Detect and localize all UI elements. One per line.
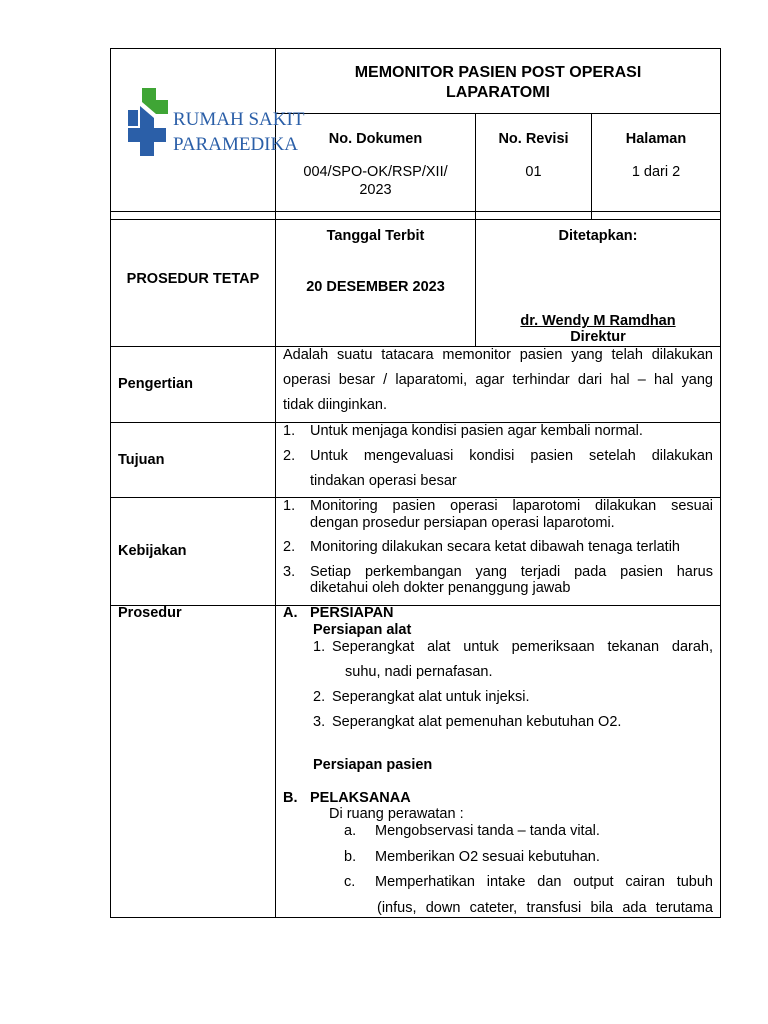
no-revisi-label: No. Revisi xyxy=(498,131,569,147)
kebijakan-label: Kebijakan xyxy=(118,543,187,559)
tujuan-item-number: 1. xyxy=(283,423,296,439)
no-dokumen-value-line1: 004/SPO-OK/RSP/XII/ xyxy=(303,164,448,180)
tujuan-item-text: Untuk menjaga kondisi pasien agar kembali normal. xyxy=(310,423,643,439)
tujuan-label: Tujuan xyxy=(118,452,165,468)
pengertian-line2: operasi besar / laparatomi, agar terhindar dari hal – hal yang xyxy=(283,372,713,388)
kebijakan-item-text: Monitoring pasien operasi laparotomi dilakukan sesuai xyxy=(310,498,713,514)
alat-item-number: 1. xyxy=(313,639,326,655)
no-dokumen-label: No. Dokumen xyxy=(328,131,423,147)
tujuan-item-text-cont: tindakan operasi besar xyxy=(310,473,457,489)
section-b-title: PELAKSANAA xyxy=(310,790,411,806)
pelaksanaan-item-letter: b. xyxy=(344,849,357,865)
tujuan-item-number: 2. xyxy=(283,448,296,464)
halaman-label: Halaman xyxy=(625,131,687,147)
halaman-value: 1 dari 2 xyxy=(631,164,681,180)
tujuan-item-text: Untuk mengevaluasi kondisi pasien setelah dilakukan xyxy=(310,448,713,464)
header-divider-2 xyxy=(110,219,721,220)
kebijakan-item-number: 1. xyxy=(283,498,296,514)
persiapan-alat-title: Persiapan alat xyxy=(313,622,412,638)
prosedur-label: Prosedur xyxy=(118,605,182,621)
header-divider-1 xyxy=(110,211,721,212)
signer-name: dr. Wendy M Ramdhan xyxy=(520,313,676,329)
section-a-letter: A. xyxy=(283,605,298,621)
pengertian-label: Pengertian xyxy=(118,376,193,392)
tanggal-terbit-label: Tanggal Terbit xyxy=(326,228,425,244)
no-revisi-value: 01 xyxy=(525,164,542,180)
pelaksanaan-item-text: Memberikan O2 sesuai kebutuhan. xyxy=(375,849,600,865)
document-title-line2: LAPARATOMI xyxy=(446,84,550,101)
alat-item-number: 3. xyxy=(313,714,326,730)
border-left xyxy=(110,48,111,918)
border-right xyxy=(720,48,721,918)
alat-item-text: Seperangkat alat untuk injeksi. xyxy=(332,689,530,705)
alat-item-text: Seperangkat alat untuk pemeriksaan tekanan darah, xyxy=(332,639,713,655)
section-a-title: PERSIAPAN xyxy=(310,605,394,621)
border-top xyxy=(110,48,721,49)
alat-item-text-cont: suhu, nadi pernafasan. xyxy=(345,664,493,680)
row-divider-prosedur xyxy=(110,605,721,606)
section-b-letter: B. xyxy=(283,790,298,806)
kebijakan-item-text-cont: diketahui oleh dokter penanggung jawab xyxy=(310,580,571,596)
kebijakan-item-number: 3. xyxy=(283,564,296,580)
kebijakan-item-text: Monitoring dilakukan secara ketat dibawah tenaga terlatih xyxy=(310,539,680,555)
tanggal-terbit-value: 20 DESEMBER 2023 xyxy=(306,279,445,295)
hospital-logo-icon xyxy=(126,86,170,158)
persiapan-pasien-title: Persiapan pasien xyxy=(313,757,433,773)
hospital-name-line1: RUMAH SAKIT xyxy=(173,109,305,130)
pengertian-line1: Adalah suatu tatacara memonitor pasien yang telah dilakukan xyxy=(283,347,713,363)
kebijakan-item-text: Setiap perkembangan yang terjadi pada pasien harus xyxy=(310,564,713,580)
border-bottom xyxy=(110,917,721,918)
alat-item-number: 2. xyxy=(313,689,326,705)
kebijakan-item-number: 2. xyxy=(283,539,296,555)
title-divider xyxy=(275,113,721,114)
prosedur-tetap-label: PROSEDUR TETAP xyxy=(126,271,260,287)
signer-title: Direktur xyxy=(570,329,626,345)
pelaksanaan-item-letter: c. xyxy=(344,874,356,890)
no-dokumen-value-line2: 2023 xyxy=(359,182,392,198)
pengertian-line3: tidak diinginkan. xyxy=(283,397,387,413)
kebijakan-item-text-cont: dengan prosedur persiapan operasi laparotomi. xyxy=(310,515,615,531)
alat-item-text: Seperangkat alat pemenuhan kebutuhan O2. xyxy=(332,714,622,730)
pelaksanaan-item-text: Mengobservasi tanda – tanda vital. xyxy=(375,823,600,839)
ruang-perawatan-label: Di ruang perawatan : xyxy=(329,806,464,822)
document-title-line1: MEMONITOR PASIEN POST OPERASI xyxy=(354,64,642,81)
pelaksanaan-item-text: Memperhatikan intake dan output cairan tubuh xyxy=(375,874,713,890)
pelaksanaan-item-letter: a. xyxy=(344,823,357,839)
ditetapkan-label: Ditetapkan: xyxy=(558,228,638,244)
pelaksanaan-item-text-cont: (infus, down cateter, transfusi bila ada terutama xyxy=(377,900,713,916)
hospital-name-line2: PARAMEDIKA xyxy=(173,134,298,155)
